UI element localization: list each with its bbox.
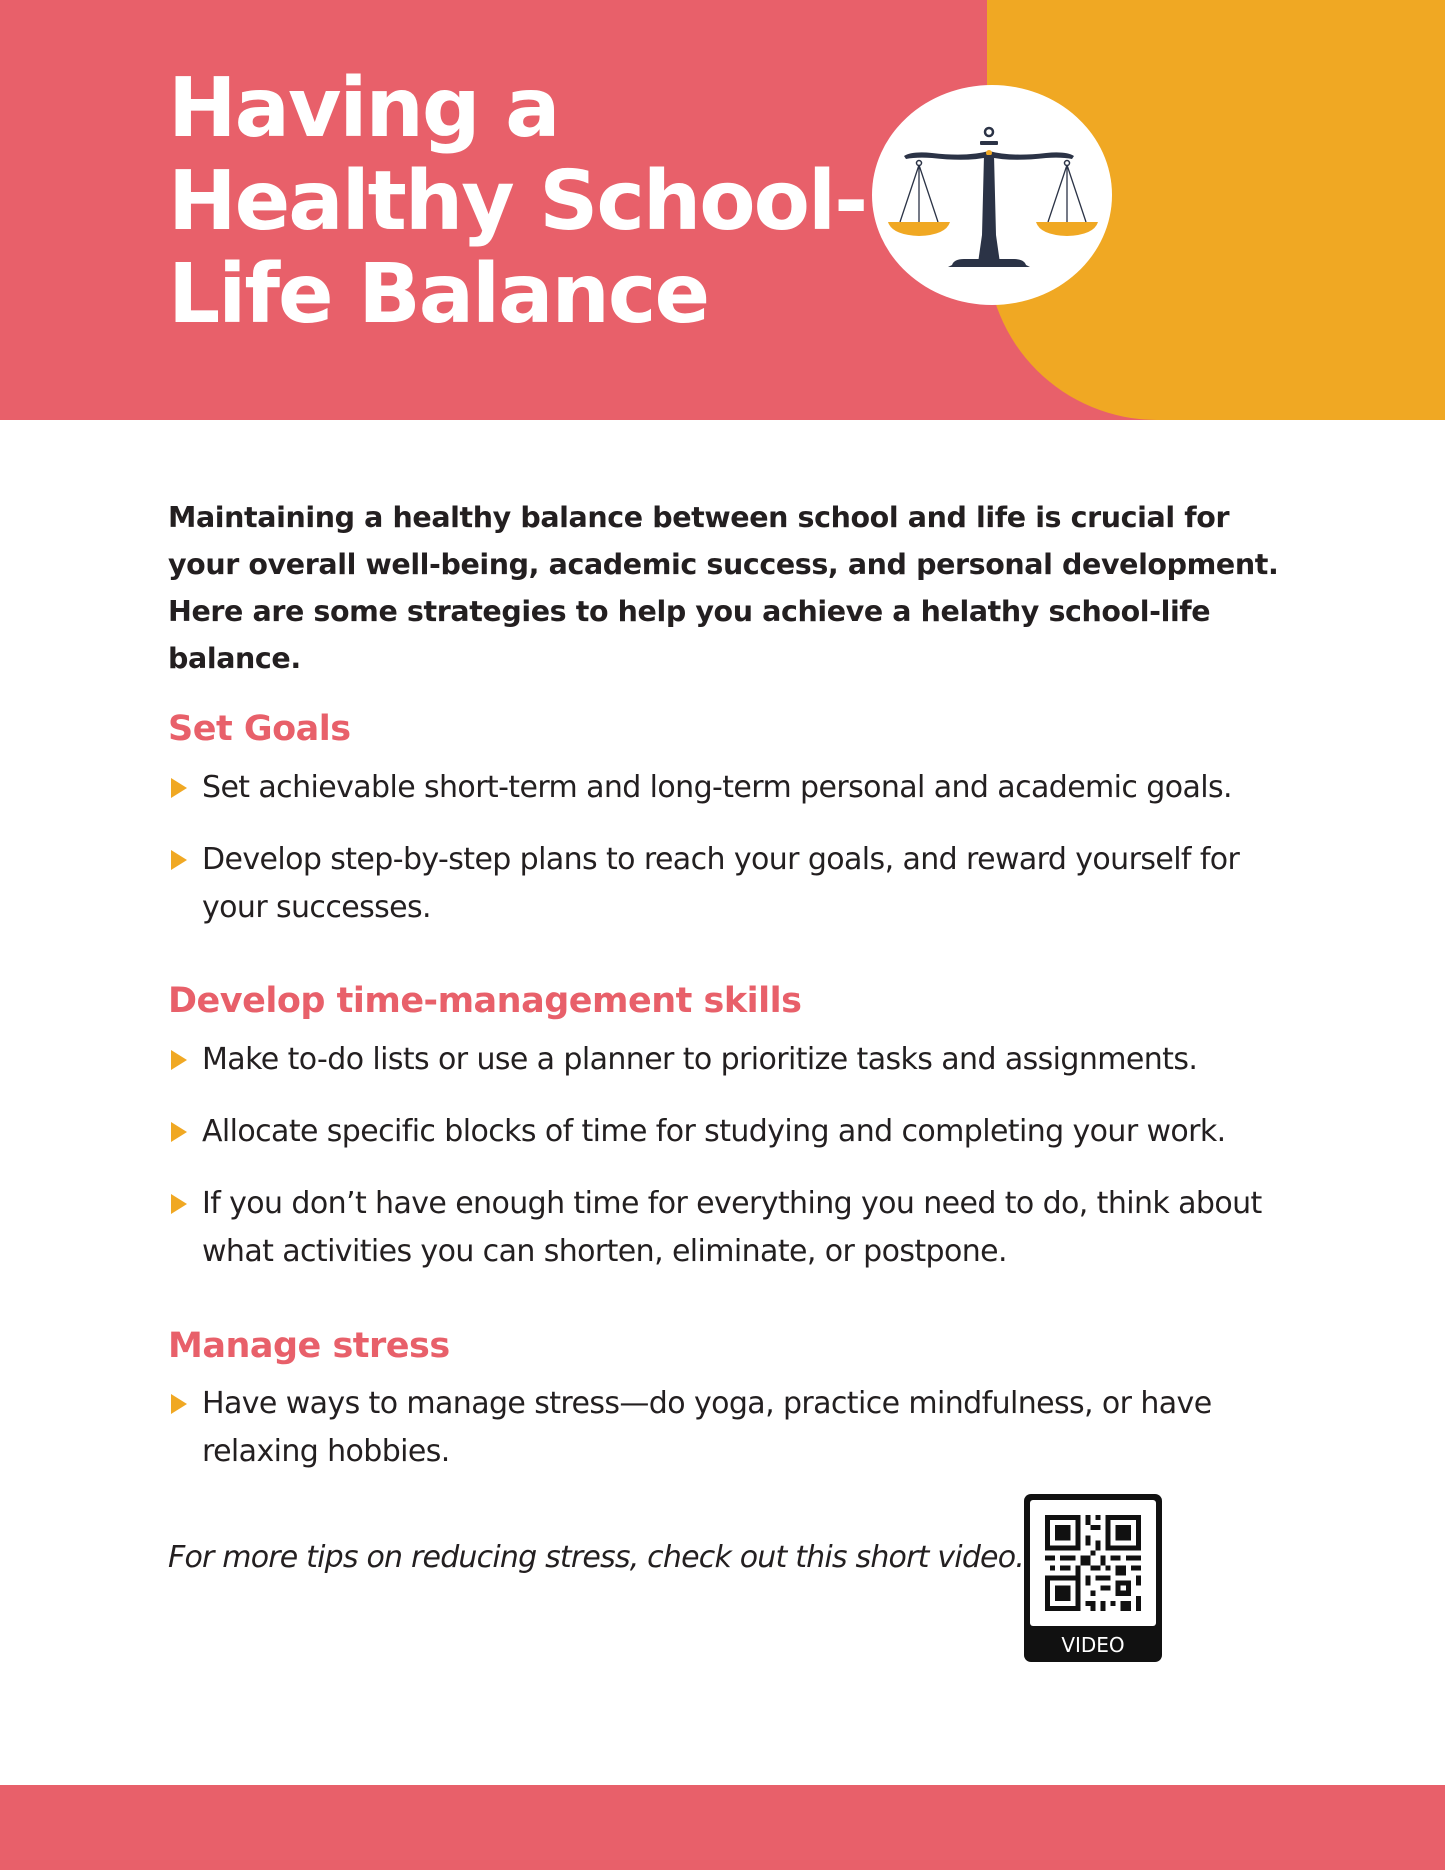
bullet-triangle-icon [171, 1394, 187, 1414]
page-title [168, 62, 868, 341]
bullet-triangle-icon [171, 850, 187, 870]
manage-stress-list [168, 1380, 1288, 1476]
bullet-triangle-icon [171, 778, 187, 798]
section-title-set-goals: Set Goals [168, 709, 351, 749]
qr-code-icon [1030, 1500, 1156, 1626]
bullet-triangle-icon [171, 1050, 187, 1070]
list-item: Develop step-by-step plans to reach your goals, and reward yourself for your successes. [168, 836, 1288, 932]
list-item: Make to-do lists or use a planner to prioritize tasks and assignments. [168, 1036, 1288, 1084]
list-item: Have ways to manage stress—do yoga, practice mindfulness, or have relaxing hobbies. [168, 1380, 1288, 1476]
section-title-manage-stress: Manage stress [168, 1326, 450, 1366]
video-footnote: For more tips on reducing stress, check out this short video. [168, 1540, 1025, 1575]
icon-circle [872, 85, 1112, 305]
header-banner [0, 0, 1445, 420]
time-management-list [168, 1036, 1288, 1276]
bullet-triangle-icon [171, 1122, 187, 1142]
balance-scale-icon [872, 85, 1112, 305]
title-line-1: Having a [168, 61, 559, 156]
intro-paragraph: Maintaining a healthy balance between school and life is crucial for your overall well-being, academic success, and personal development. Here are some strategies to help you achieve a helathy school-life balance. [168, 501, 1279, 675]
list-item: Set achievable short-term and long-term personal and academic goals. [168, 764, 1288, 812]
video-qr-code[interactable] [1024, 1494, 1162, 1662]
bullet-triangle-icon [171, 1194, 187, 1214]
title-line-2: Healthy School- [168, 154, 867, 249]
section-title-time-management: Develop time-management skills [168, 981, 802, 1021]
footer-bar [0, 1785, 1445, 1870]
qr-video-label: VIDEO [1061, 1633, 1125, 1657]
set-goals-list [168, 764, 1288, 932]
list-item: Allocate specific blocks of time for studying and completing your work. [168, 1108, 1288, 1156]
title-line-3: Life Balance [168, 247, 709, 342]
list-item: If you don’t have enough time for everything you need to do, think about what activities you can shorten, eliminate, or postpone. [168, 1180, 1288, 1276]
